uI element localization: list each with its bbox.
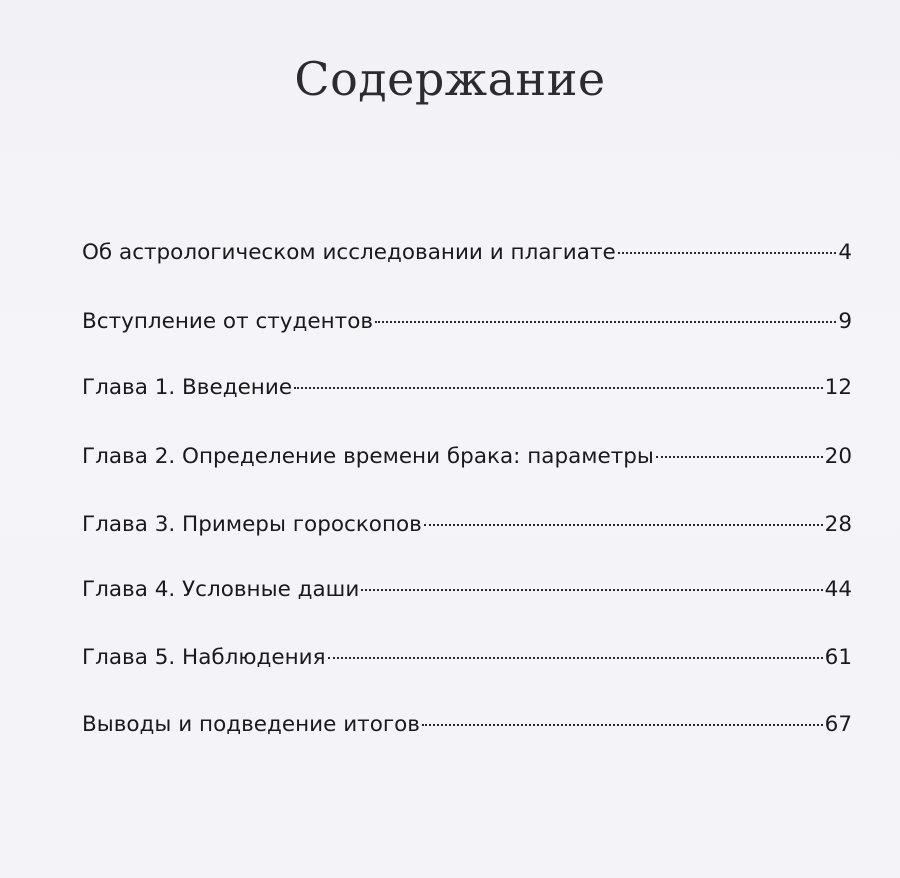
toc-entry (82, 512, 852, 548)
toc-entry (82, 444, 852, 480)
toc-entry (82, 240, 852, 276)
toc-leader-dots (375, 311, 836, 323)
toc-leader-dots (656, 446, 823, 458)
toc-entry (82, 309, 852, 345)
toc-entry-title: Глава 5. Наблюдения (82, 645, 326, 670)
toc-entry (82, 375, 852, 411)
toc-leader-dots (328, 647, 823, 659)
toc-entry (82, 712, 852, 748)
toc-entry-page: 61 (824, 645, 852, 670)
toc-entry-page: 12 (824, 375, 852, 400)
toc-entry-page: 44 (824, 577, 852, 602)
toc-entry (82, 645, 852, 681)
toc-entry-title: Выводы и подведение итогов (82, 712, 420, 737)
toc-leader-dots (361, 579, 822, 591)
toc-entry-title: Глава 1. Введение (82, 375, 293, 400)
toc-leader-dots (424, 514, 823, 526)
toc-entry-page: 67 (824, 712, 852, 737)
toc-entry-page: 28 (824, 512, 852, 537)
toc-entry-title: Глава 4. Условные даши (82, 577, 360, 602)
toc-entry-title: Об астрологическом исследовании и плагиате (82, 240, 616, 265)
toc-entry (82, 577, 852, 613)
toc-entry-title: Глава 2. Определение времени брака: параметры (82, 444, 654, 469)
toc-entry-page: 20 (824, 444, 852, 469)
toc-entry-page: 9 (838, 309, 852, 334)
toc-leader-dots (618, 242, 837, 254)
toc-leader-dots (294, 377, 823, 389)
toc-leader-dots (422, 714, 823, 726)
toc-entry-title: Вступление от студентов (82, 309, 374, 334)
toc-entry-title: Глава 3. Примеры гороскопов (82, 512, 422, 537)
toc-entry-page: 4 (838, 240, 852, 265)
page-title: Содержание (294, 52, 606, 106)
